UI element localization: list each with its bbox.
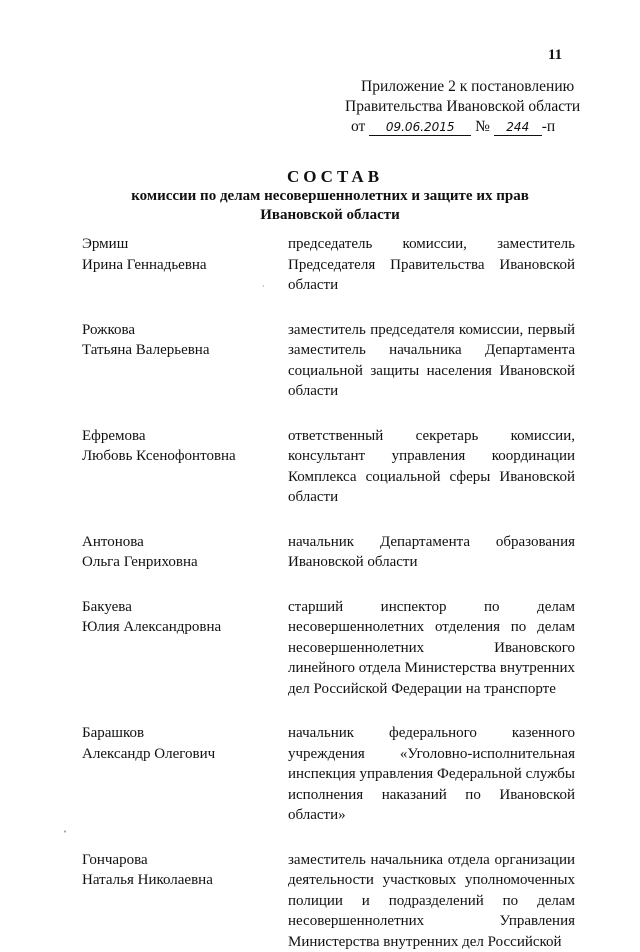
from-label: от [351, 118, 365, 135]
member-name [82, 597, 277, 700]
member-entry [82, 597, 575, 700]
member-given-name: Юлия Александровна [82, 617, 277, 638]
member-entry [82, 723, 575, 826]
member-given-name: Татьяна Валерьевна [82, 340, 277, 361]
member-given-name: Любовь Ксенофонтовна [82, 446, 277, 467]
member-role: председатель комиссии, заместитель Председателя Правительства Ивановской области [288, 234, 575, 296]
member-name [82, 723, 277, 826]
member-surname: Антонова [82, 532, 277, 553]
number-label: № [475, 118, 490, 135]
member-role: заместитель председателя комиссии, первый заместитель начальника Департамента социальной защиты населения Ивановской области [288, 320, 575, 402]
member-given-name: Наталья Николаевна [82, 870, 277, 891]
member-role: начальник Департамента образования Ивановской области [288, 532, 575, 573]
appendix-date-line [345, 117, 580, 137]
member-given-name: Ольга Генриховна [82, 552, 277, 573]
member-name [82, 320, 277, 402]
member-entry [82, 320, 575, 402]
document-heading [0, 167, 640, 225]
member-surname: Барашков [82, 723, 277, 744]
handwritten-date: 09.06.2015 [369, 120, 471, 136]
member-given-name: Александр Олегович [82, 744, 277, 765]
member-name [82, 234, 277, 296]
document-title: СОСТАВ [30, 167, 640, 187]
member-name [82, 850, 277, 952]
member-surname: Ефремова [82, 426, 277, 447]
appendix-line-2: Правительства Ивановской области [345, 97, 580, 117]
member-name [82, 532, 277, 573]
members-list [82, 234, 575, 952]
member-surname: Рожкова [82, 320, 277, 341]
member-surname: Эрмиш [82, 234, 277, 255]
member-role: старший инспектор по делам несовершеннолетних отделения по делам несовершеннолетних Ивановского линейного отдела Министерства внутренних дел Российской Федерации на транспорте [288, 597, 575, 700]
member-entry [82, 532, 575, 573]
member-entry [82, 234, 575, 296]
member-role: заместитель начальника отдела организации деятельности участковых уполномоченных полиции и подразделений по делам несовершеннолетних Управления Министерства внутренних дел Российской [288, 850, 575, 952]
appendix-line-1: Приложение 2 к постановлению [345, 77, 580, 97]
subtitle-line-1: комиссии по делам несовершеннолетних и защите их прав [20, 187, 640, 206]
member-name [82, 426, 277, 508]
member-role: начальник федерального казенного учреждения «Уголовно-исполнительная инспекция управления Федеральной службы исполнения наказаний по Ивановской области» [288, 723, 575, 826]
member-surname: Гончарова [82, 850, 277, 871]
member-entry [82, 850, 575, 952]
handwritten-number: 244 [494, 120, 542, 136]
scan-speck: · [262, 282, 265, 291]
member-given-name: Ирина Геннадьевна [82, 255, 277, 276]
member-entry [82, 426, 575, 508]
appendix-block [345, 77, 580, 137]
subtitle-line-2: Ивановской области [20, 206, 640, 225]
member-role: ответственный секретарь комиссии, консультант управления координации Комплекса социальной сферы Ивановской области [288, 426, 575, 508]
member-surname: Бакуева [82, 597, 277, 618]
scan-speck: ˅ [63, 830, 67, 839]
page-number: 11 [548, 47, 562, 64]
number-suffix: -п [542, 118, 555, 135]
